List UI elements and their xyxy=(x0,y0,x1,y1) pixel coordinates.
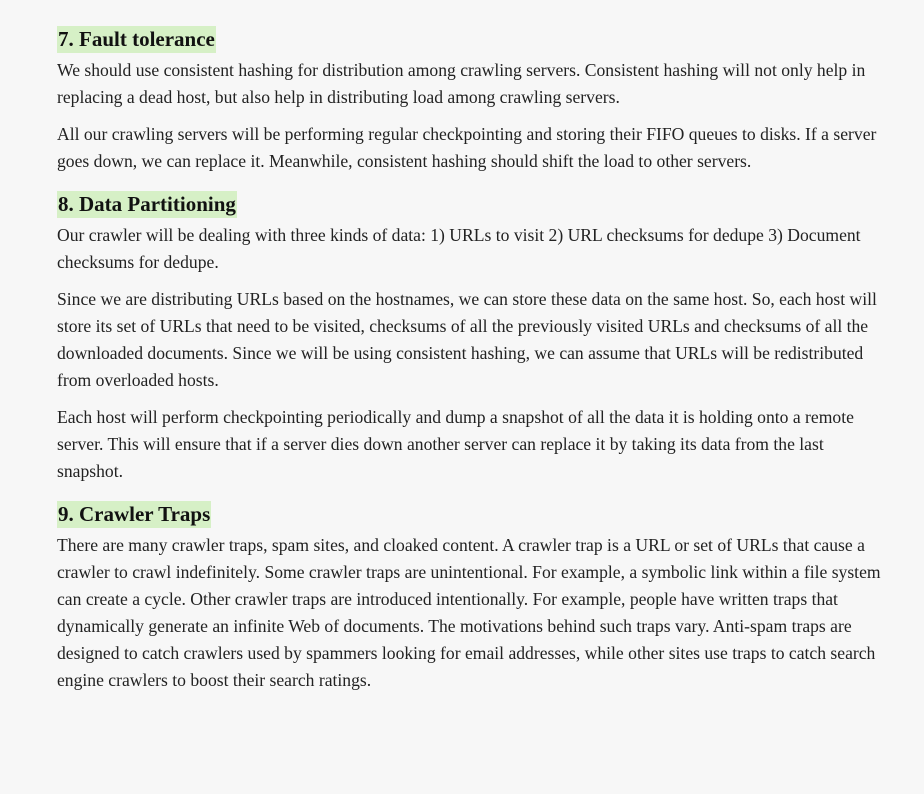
section-heading: 9. Crawler Traps xyxy=(58,502,211,526)
paragraph: Since we are distributing URLs based on the hostnames, we can store these data on the same host. So, each host will store its set of URLs that need to be visited, checksums of all the previously visited URLs and checksums of all the downloaded documents. Since we will be using consistent hashing, we can assume that URLs will be redistributed from overloaded hosts. xyxy=(57,289,877,390)
paragraph: All our crawling servers will be performing regular checkpointing and storing their FIFO queues to disks. If a server goes down, we can replace it. Meanwhile, consistent hashing should shift the load to other servers. xyxy=(57,124,877,171)
paragraph: Our crawler will be dealing with three kinds of data: 1) URLs to visit 2) URL checksums for dedupe 3) Document checksums for dedupe. xyxy=(57,225,861,272)
paragraph: Each host will perform checkpointing periodically and dump a snapshot of all the data it is holding onto a remote server. This will ensure that if a server dies down another server can replace it by taking its data from the last snapshot. xyxy=(57,407,854,481)
paragraph: There are many crawler traps, spam sites, and cloaked content. A crawler trap is a URL or set of URLs that cause a crawler to crawl indefinitely. Some crawler traps are unintentional. For example, a symbolic link within a file system can create a cycle. Other crawler traps are introduced intentionally. For example, people have written traps that dynamically generate an infinite Web of documents. The motivations behind such traps vary. Anti-spam traps are designed to catch crawlers used by spammers looking for email addresses, while other sites use traps to catch search engine crawlers to boost their search ratings. xyxy=(57,535,881,690)
paragraph: We should use consistent hashing for distribution among crawling servers. Consistent hashing will not only help in replacing a dead host, but also help in distributing load among crawling servers. xyxy=(57,60,866,107)
section-heading: 8. Data Partitioning xyxy=(58,192,236,216)
section-data-partitioning xyxy=(57,191,884,485)
section-fault-tolerance xyxy=(57,26,884,175)
section-heading: 7. Fault tolerance xyxy=(58,27,215,51)
section-crawler-traps xyxy=(57,501,884,694)
